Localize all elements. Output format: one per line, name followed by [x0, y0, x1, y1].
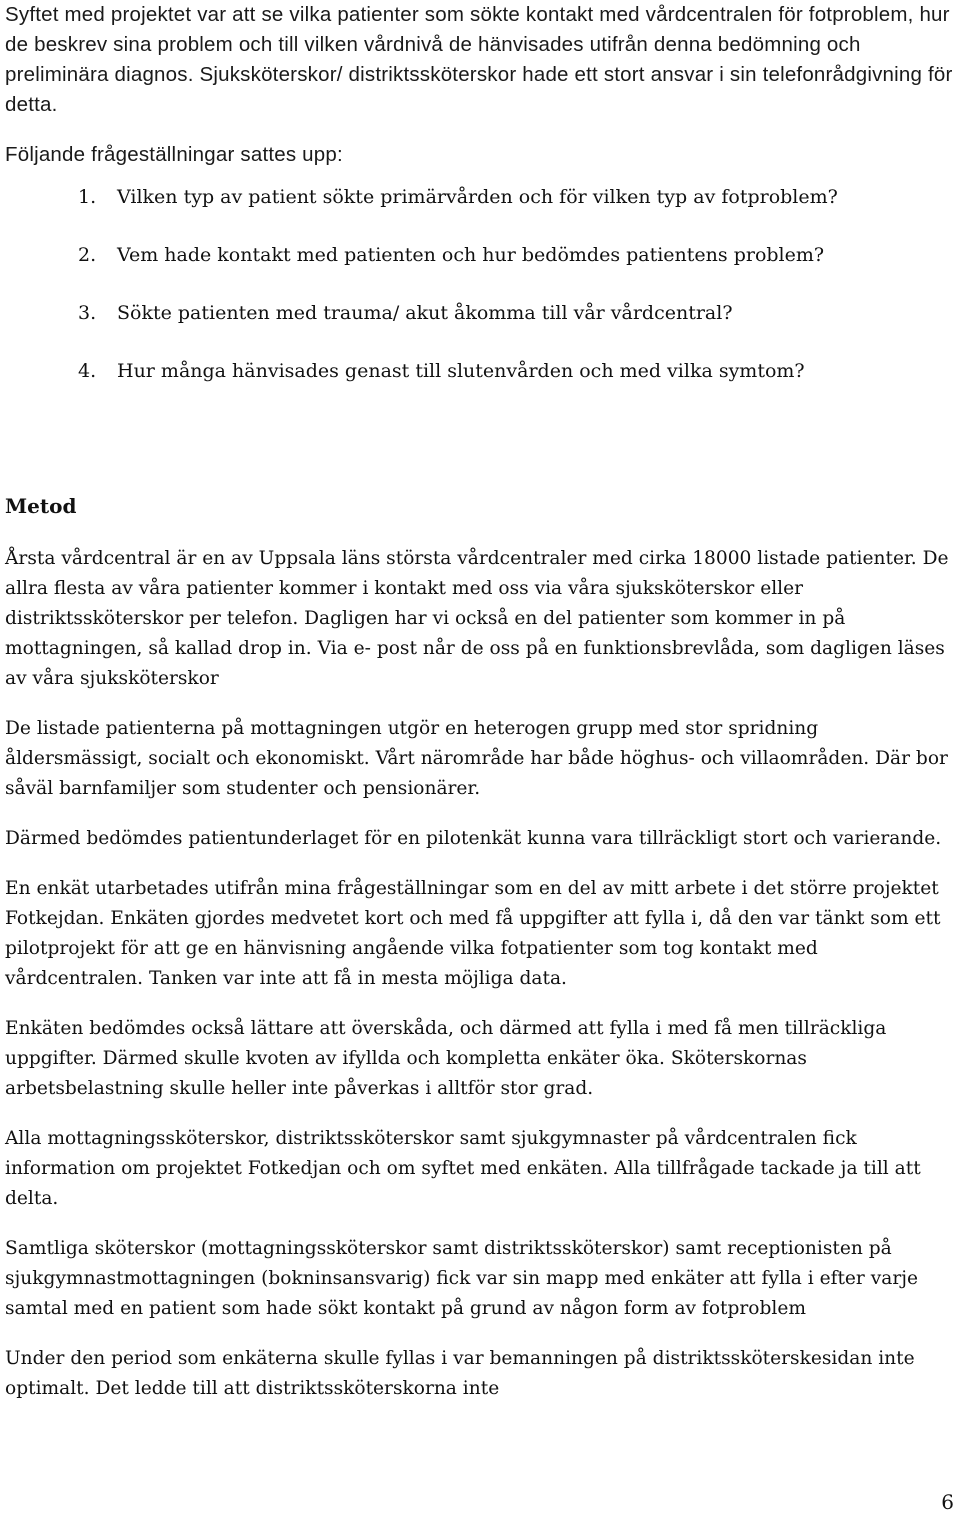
method-heading: Metod [5, 494, 77, 518]
method-paragraph: Därmed bedömdes patientunderlaget för en pilotenkät kunna vara tillräckligt stort och varierande. [5, 828, 942, 849]
list-item [5, 240, 955, 270]
questions-lead: Följande frågeställningar sattes upp: [5, 143, 343, 166]
question-text: Vem hade kontakt med patienten och hur bedömdes patientens problem? [117, 244, 825, 266]
question-text: Sökte patienten med trauma/ akut åkomma till vår vårdcentral? [117, 302, 733, 324]
method-paragraph: Årsta vårdcentral är en av Uppsala läns största vårdcentraler med cirka 18000 listade patienter. De allra flesta av våra patienter kommer i kontakt med oss via våra sjuksköterskor eller distriktssköterskor per telefon. Dagligen har vi också en del patienter som kommer in på mottagningen, så kallad drop in. Via e- post når de oss på en funktionsbrevlåda, som dagligen läses av våra sjuksköterskor [5, 548, 949, 689]
questions-list [5, 182, 955, 386]
question-number: 4. [78, 360, 97, 382]
question-number: 3. [78, 302, 97, 324]
method-paragraph: Enkäten bedömdes också lättare att överskåda, och därmed att fylla i med få men tillräckliga uppgifter. Därmed skulle kvoten av ifyllda och kompletta enkäter öka. Sköterskornas arbetsbelastning skulle heller inte påverkas i alltför stor grad. [5, 1018, 887, 1099]
document-page [5, 0, 955, 414]
page-number: 6 [941, 1490, 954, 1514]
question-number: 2. [78, 244, 97, 266]
method-paragraph: Samtliga sköterskor (mottagningssköterskor samt distriktssköterskor) samt receptionisten på sjukgymnastmottagningen (bokninsansvarig) fick var sin mapp med enkäter att fylla i efter varje samtal med en patient som hade sökt kontakt på grund av någon form av fotproblem [5, 1238, 918, 1319]
list-item [5, 356, 955, 386]
question-text: Vilken typ av patient sökte primärvården och för vilken typ av fotproblem? [117, 186, 838, 208]
intro-paragraph: Syftet med projektet var att se vilka patienter som sökte kontakt med vårdcentralen för fotproblem, hur de beskrev sina problem och till vilken vårdnivå de hänvisades utifrån denna bedömning och preliminära diagnos. Sjuksköterskor/ distriktssköterskor hade ett stort ansvar i sin telefonrådgivning för detta. [5, 3, 953, 116]
method-paragraph: De listade patienterna på mottagningen utgör en heterogen grupp med stor spridning åldersmässigt, socialt och ekonomiskt. Vårt närområde har både höghus- och villaområden. Där bor såväl barnfamiljer som studenter och pensionärer. [5, 718, 948, 799]
list-item [5, 298, 955, 328]
method-paragraph: Under den period som enkäterna skulle fyllas i var bemanningen på distriktssköterskesidan inte optimalt. Det ledde till att distriktssköterskorna inte [5, 1348, 915, 1399]
method-paragraph: En enkät utarbetades utifrån mina frågeställningar som en del av mitt arbete i det större projektet Fotkejdan. Enkäten gjordes medvetet kort och med få uppgifter att fylla i, då den var tänkt som ett pilotprojekt för att ge en hänvisning angående vilka fotpatienter som tog kontakt med vårdcentralen. Tanken var inte att få in mesta möjliga data. [5, 878, 941, 989]
intro-section [5, 0, 955, 170]
question-text: Hur många hänvisades genast till slutenvården och med vilka symtom? [117, 360, 805, 382]
method-section [5, 490, 957, 1424]
list-item [5, 182, 955, 212]
method-paragraph: Alla mottagningssköterskor, distriktssköterskor samt sjukgymnaster på vårdcentralen fick information om projektet Fotkedjan och om syftet med enkäten. Alla tillfrågade tackade ja till att delta. [5, 1128, 921, 1209]
question-number: 1. [78, 186, 97, 208]
